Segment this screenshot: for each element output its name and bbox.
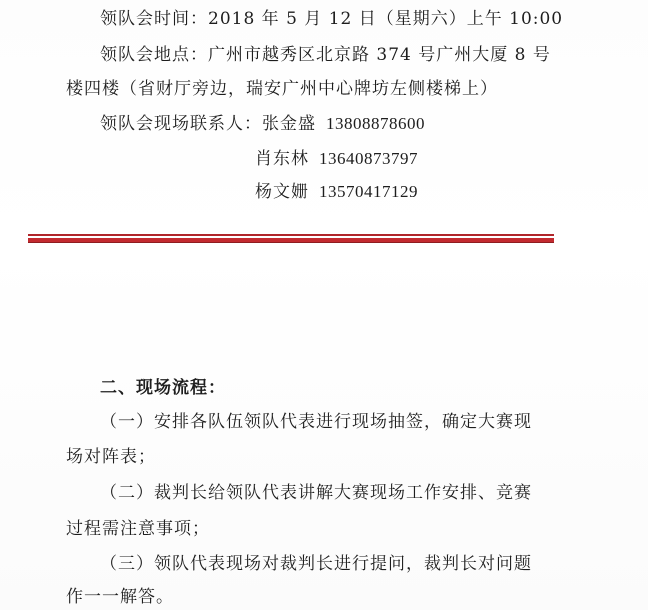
meeting-place-label: 领队会地点： — [100, 45, 208, 65]
meeting-place-value-line1: 广州市越秀区北京路 374 号广州大厦 8 号 — [208, 45, 551, 65]
red-divider — [28, 234, 554, 244]
contact-line-2 — [255, 148, 418, 170]
contact-phone: 13808878600 — [326, 114, 425, 133]
contact-line-1 — [100, 113, 425, 135]
process-item-1-line1: （一）安排各队伍领队代表进行现场抽签，确定大赛现 — [100, 412, 532, 432]
divider-thick-rule — [28, 238, 554, 242]
contact-name: 杨文姗 — [255, 182, 309, 202]
meeting-time-line — [100, 8, 563, 30]
divider-thin-rule — [28, 234, 554, 236]
meeting-time-value: 2018 年 5 月 12 日（星期六）上午 10:00 — [208, 9, 564, 29]
contact-name: 肖东林 — [255, 149, 309, 169]
contact-label: 领队会现场联系人： — [100, 114, 262, 134]
process-item-3-line1: （三）领队代表现场对裁判长进行提问，裁判长对问题 — [100, 554, 532, 574]
contact-phone: 13570417129 — [319, 182, 418, 201]
meeting-place-value-line2: 楼四楼（省财厅旁边，瑞安广州中心牌坊左侧楼梯上） — [66, 79, 498, 99]
process-item-2-line1: （二）裁判长给领队代表讲解大赛现场工作安排、竞赛 — [100, 483, 532, 503]
contact-line-3 — [255, 181, 418, 203]
section-heading: 二、现场流程： — [100, 378, 226, 398]
contact-name: 张金盛 — [262, 114, 316, 134]
process-item-1-line2: 场对阵表； — [66, 447, 156, 467]
process-item-3-line2: 作一一解答。 — [66, 587, 174, 607]
meeting-place-line2 — [66, 78, 498, 100]
meeting-place-line — [100, 44, 551, 66]
meeting-time-label: 领队会时间： — [100, 9, 208, 29]
contact-phone: 13640873797 — [319, 149, 418, 168]
process-item-2-line2: 过程需注意事项； — [66, 519, 210, 539]
